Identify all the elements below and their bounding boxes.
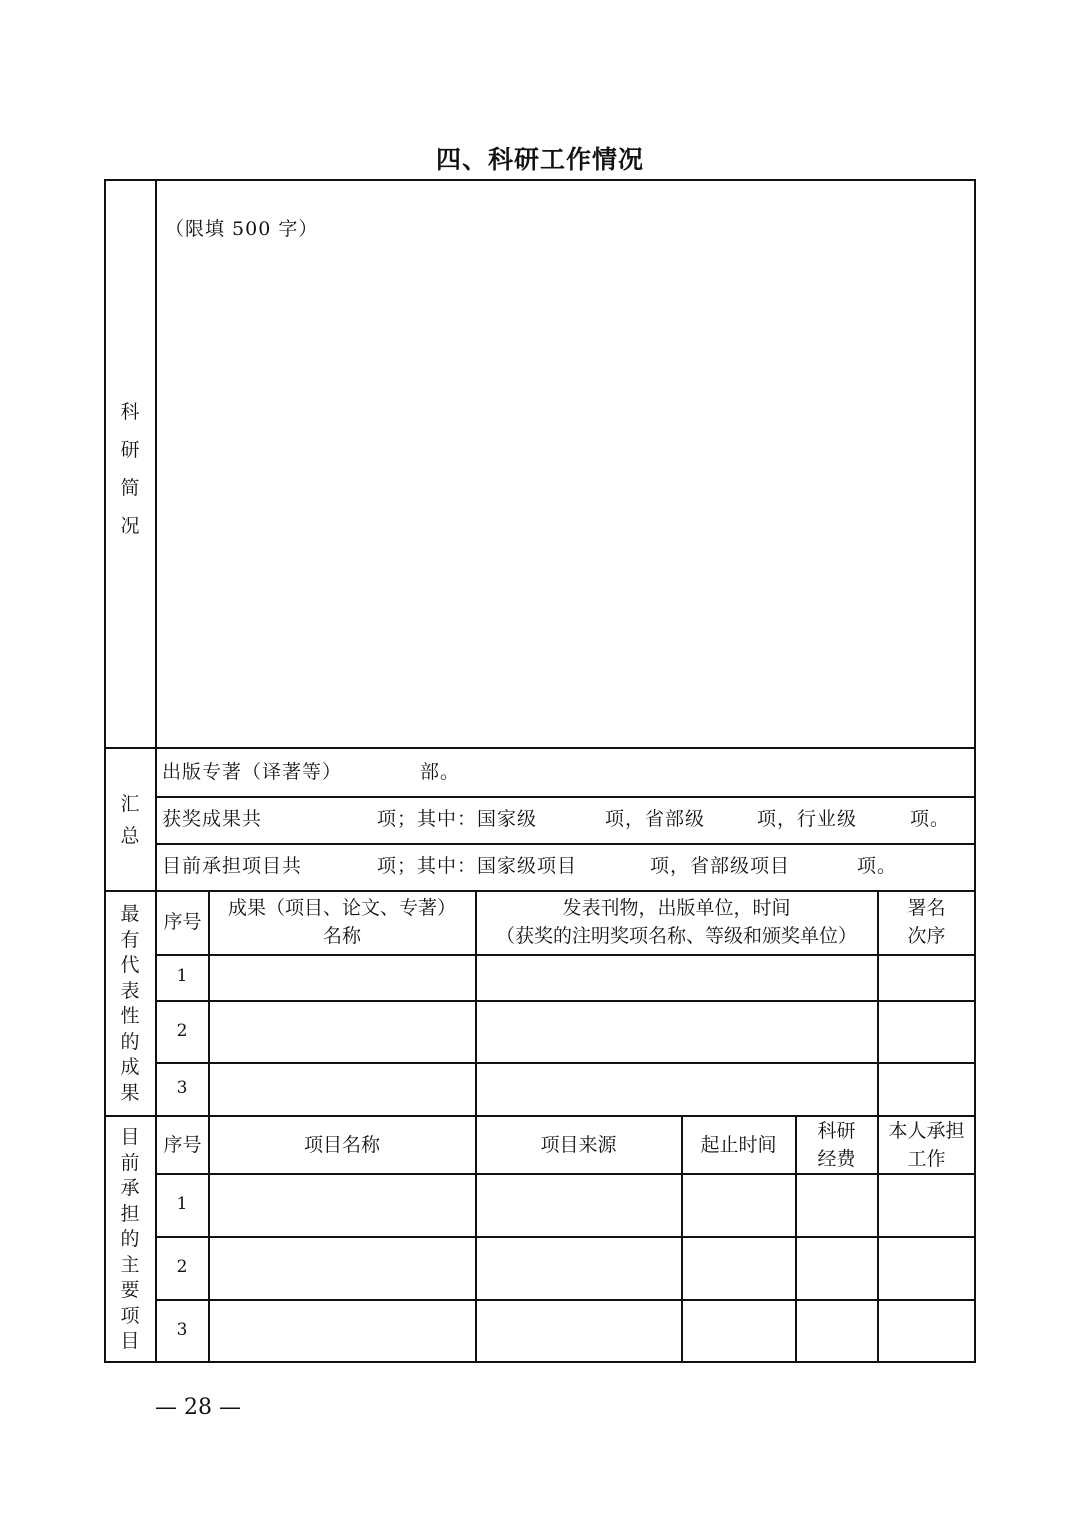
label-char: 担 [120,1202,140,1225]
label-char: 项 [120,1304,140,1327]
totals-awards-label: 获奖成果共 [162,808,263,830]
project-row-number: 3 [176,1320,188,1340]
totals-awards-national: 项；其中：国家级 [377,808,538,830]
label-char: 简 [120,477,140,499]
divider [475,890,477,1363]
label-char: 研 [120,439,140,461]
page-number: — 28 — [155,1395,241,1420]
header-line: 经费 [817,1148,856,1170]
label-char: 表 [120,979,140,1002]
divider [155,1236,976,1238]
header-project-funds [796,1117,877,1173]
achievement-row-number: 1 [176,966,188,986]
label-char: 有 [120,928,140,951]
divider [104,747,976,749]
label-char: 要 [120,1279,140,1301]
totals-books-unit: 部。 [420,761,461,783]
achievement-row-number: 3 [176,1078,188,1098]
divider [155,1299,976,1301]
label-char: 承 [120,1177,140,1199]
divider [155,179,157,1363]
totals-label [115,788,145,852]
projects-label [115,1125,145,1355]
label-char: 况 [120,515,140,537]
header-publication [476,894,877,950]
divider [155,1000,976,1002]
label-char: 性 [120,1005,140,1027]
label-char: 前 [120,1151,140,1174]
totals-projects-end: 项。 [857,855,898,877]
totals-books-label: 出版专著（译著等） [162,761,343,783]
label-char: 科 [120,401,140,423]
project-row-number: 2 [176,1257,188,1277]
header-author-order [878,894,975,950]
divider [155,843,976,845]
header-line: 成果（项目、论文、专著） [227,897,456,919]
label-char: 总 [120,825,140,847]
header-line: 本人承担 [888,1120,965,1142]
totals-awards-end: 项。 [910,808,951,830]
achievements-label [115,902,145,1106]
header-line: 次序 [907,925,946,947]
header-line: （获奖的注明奖项名称、等级和颁奖单位） [495,925,857,947]
header-project-source: 项目来源 [540,1134,617,1156]
achievement-row-number: 2 [176,1021,188,1041]
totals-awards-industry: 项，行业级 [757,808,858,830]
label-char: 的 [120,1030,140,1053]
label-char: 代 [120,954,140,976]
divider [208,890,210,1363]
header-seq: 序号 [163,911,202,933]
word-limit-note: （限填 500 字） [165,218,319,240]
summary-label [115,393,145,545]
header-achievement-name [209,894,475,950]
totals-projects-national: 项；其中：国家级项目 [377,855,578,877]
summary-input-area[interactable] [160,250,970,742]
divider [155,1173,976,1175]
totals-projects-provincial: 项，省部级项目 [650,855,791,877]
header-seq: 序号 [163,1134,202,1156]
divider [104,890,976,892]
header-line: 署名 [907,897,946,919]
project-row-number: 1 [176,1194,188,1214]
divider [155,796,976,798]
divider [155,1062,976,1064]
totals-projects-label: 目前承担项目共 [162,855,303,877]
label-char: 目 [120,1126,140,1148]
header-line: 名称 [322,925,361,947]
label-char: 最 [120,903,140,925]
label-char: 成 [120,1056,140,1078]
header-project-name: 项目名称 [303,1134,380,1156]
label-char: 的 [120,1228,140,1250]
label-char: 汇 [120,793,140,815]
label-char: 主 [120,1253,140,1276]
header-line: 发表刊物，出版单位，时间 [562,897,791,919]
header-project-period: 起止时间 [700,1134,777,1156]
header-project-role [878,1117,975,1173]
divider [155,954,976,956]
page-title: 四、科研工作情况 [435,145,644,174]
totals-awards-provincial: 项，省部级 [605,808,706,830]
label-char: 目 [120,1330,140,1352]
header-line: 科研 [817,1120,856,1142]
header-line: 工作 [907,1148,946,1170]
label-char: 果 [120,1081,140,1104]
